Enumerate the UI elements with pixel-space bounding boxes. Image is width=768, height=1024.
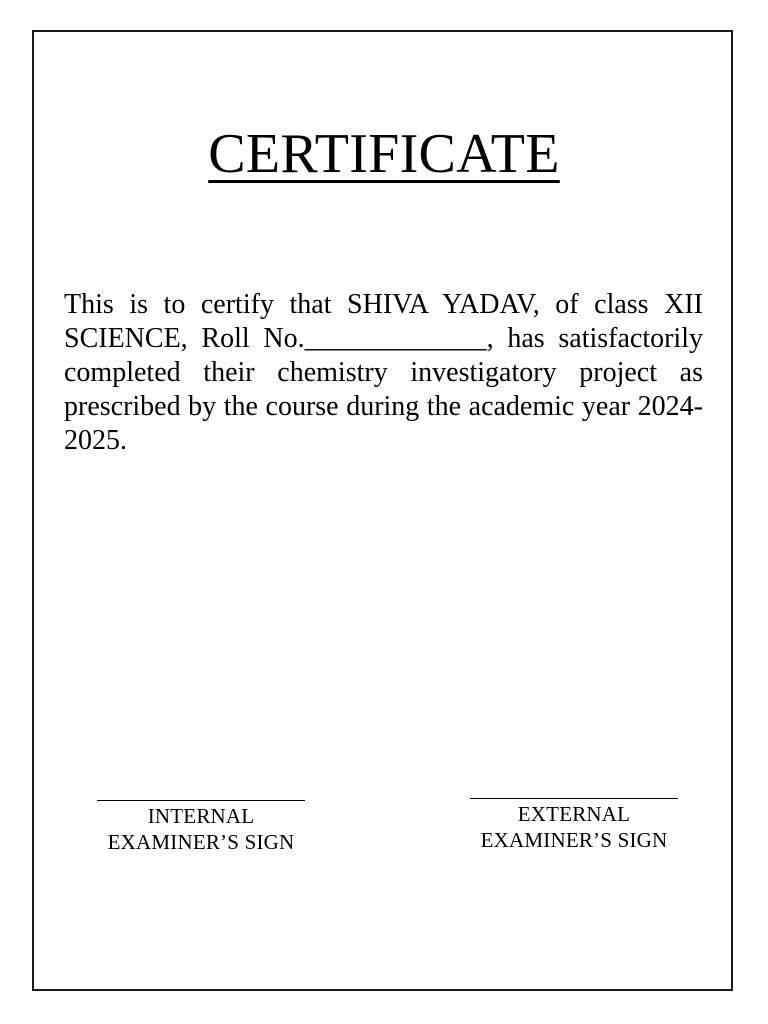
certificate-body-part1: This is to certify that SHIVA YADAV, of class XII SCIENCE, Roll No. [64, 289, 703, 354]
internal-signature-label-line1: INTERNAL [147, 804, 255, 828]
external-signature-label-line2: EXAMINER’S SIGN [480, 828, 668, 852]
certificate-title: CERTIFICATE [208, 123, 560, 185]
external-signature-line [470, 798, 678, 799]
internal-signature-label-line2: EXAMINER’S SIGN [107, 830, 295, 854]
external-examiner-signature [468, 798, 680, 853]
certificate-title-container [0, 118, 768, 190]
certificate-body-part2: , has satisfactorily completed their chemistry investigatory project as prescribed by the course during the academic year 2024-2025. [64, 323, 703, 456]
external-signature-label-line1: EXTERNAL [517, 802, 631, 826]
internal-examiner-signature [96, 800, 306, 855]
certificate-body [64, 288, 703, 458]
roll-number-blank: _____________ [304, 323, 487, 354]
internal-signature-line [97, 800, 305, 801]
